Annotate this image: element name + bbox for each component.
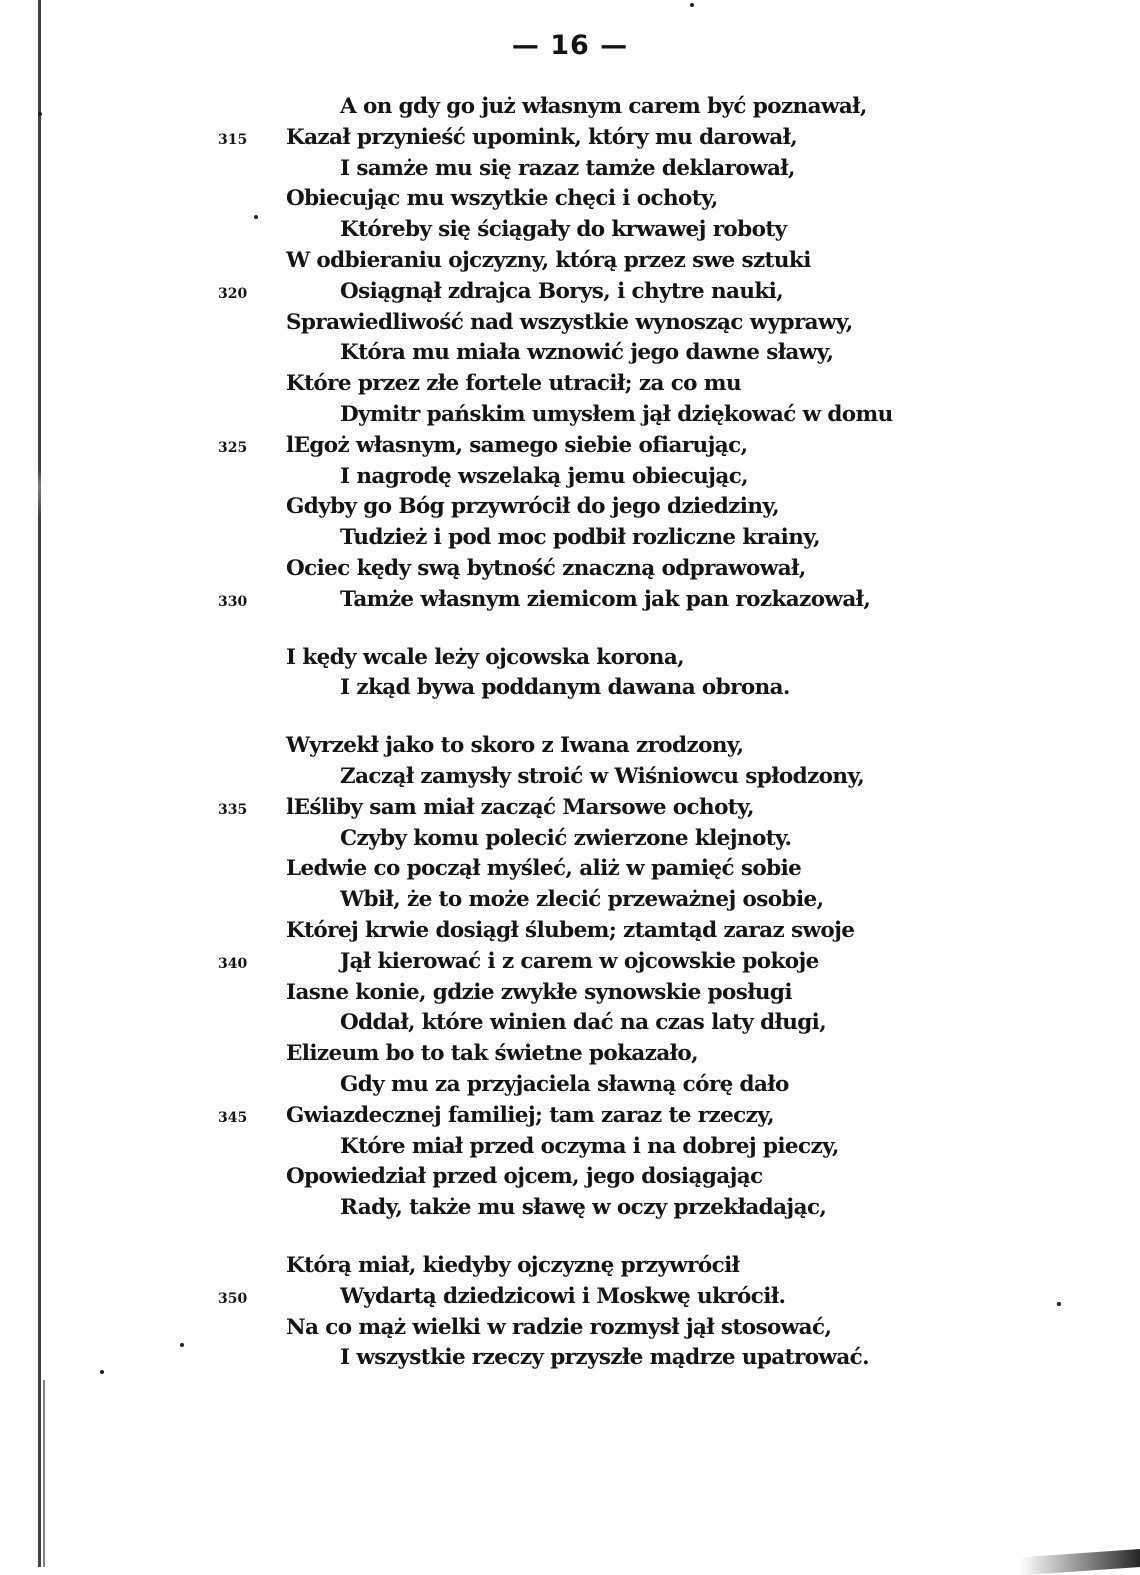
line-number: 320	[218, 286, 248, 302]
scan-speck	[38, 112, 42, 116]
poem-line: Wydartą dziedzicowi i Moskwę ukrócił.	[340, 1284, 786, 1309]
poem-line: I zkąd bywa poddanym dawana obrona.	[340, 675, 790, 700]
poem-line: I wszystkie rzeczy przyszłe mądrze upatrować.	[340, 1345, 870, 1370]
poem-line: Czyby komu polecić zwierzone klejnoty.	[340, 826, 792, 851]
poem-line: Oddał, które winien dać na czas laty długi,	[340, 1010, 827, 1035]
scan-speck	[180, 1343, 184, 1347]
poem-line: Gdyby go Bóg przywrócił do jego dziedziny,	[286, 494, 780, 519]
line-number: 335	[218, 802, 248, 818]
poem-line: Wyrzekł jako to skoro z Iwana zrodzony,	[286, 733, 744, 758]
poem-line: Dymitr pańskim umysłem jął dziękować w domu	[340, 402, 893, 427]
line-number: 325	[218, 440, 248, 456]
poem-line: Iasne konie, gdzie zwykłe synowskie posługi	[286, 980, 792, 1005]
poem-line: Którą miał, kiedyby ojczyznę przywrócił	[286, 1253, 740, 1278]
poem-line: Wbił, że to może zlecić przeważnej osobie,	[340, 887, 824, 912]
line-number: 345	[218, 1110, 248, 1126]
poem-line: lEgoż własnym, samego siebie ofiarując,	[286, 433, 748, 458]
poem-line: Gdy mu za przyjaciela sławną córę dało	[340, 1072, 789, 1097]
poem-line: W odbieraniu ojczyzny, którą przez swe sztuki	[286, 248, 811, 273]
poem-line: Na co mąż wielki w radzie rozmysł jął stosować,	[286, 1315, 832, 1340]
poem-line: Sprawiedliwość nad wszystkie wynosząc wyprawy,	[286, 310, 853, 335]
line-number: 315	[218, 132, 248, 148]
poem-line: Której krwie dosiągł ślubem; ztamtąd zaraz swoje	[286, 918, 855, 943]
poem-line: Które przez złe fortele utracił; za co mu	[286, 371, 741, 396]
poem-line: Obiecując mu wszytkie chęci i ochoty,	[286, 186, 718, 211]
page-number: — 16 —	[511, 30, 629, 61]
scan-speck	[690, 3, 694, 7]
line-number: 350	[218, 1291, 248, 1307]
poem-line: I kędy wcale leży ojcowska korona,	[286, 645, 685, 670]
poem-line: lEśliby sam miał zacząć Marsowe ochoty,	[286, 795, 754, 820]
line-number: 340	[218, 956, 248, 972]
poem-line: Ledwie co począł myśleć, aliż w pamięć sobie	[286, 856, 802, 881]
poem-line: Tamże własnym ziemicom jak pan rozkazował,	[340, 587, 871, 612]
poem-line: I samże mu się razaz tamże deklarował,	[340, 156, 795, 181]
poem-line: Elizeum bo to tak świetne pokazało,	[286, 1041, 698, 1066]
scan-speck	[1057, 1302, 1061, 1306]
poem-line: Ociec kędy swą bytność znaczną odprawował,	[286, 556, 806, 581]
scan-speck	[254, 215, 258, 219]
page-corner-shadow	[1020, 1549, 1140, 1575]
poem-line: Tudzież i pod moc podbił rozliczne krainy,	[340, 525, 820, 550]
poem-line: Które miał przed oczyma i na dobrej pieczy,	[340, 1134, 839, 1159]
poem-line: Jął kierować i z carem w ojcowskie pokoje	[340, 949, 819, 974]
binding-edge	[38, 0, 41, 1567]
poem-line: Zaczął zamysły stroić w Wiśniowcu spłodzony,	[340, 764, 865, 789]
poem-line: I nagrodę wszelaką jemu obiecując,	[340, 464, 749, 489]
scan-speck	[100, 1370, 104, 1374]
poem-line: Gwiazdecznej familiej; tam zaraz te rzeczy,	[286, 1103, 774, 1128]
poem-line: A on gdy go już własnym carem być poznawał,	[340, 94, 867, 119]
binding-edge-shadow	[43, 1380, 45, 1567]
poem-line: Która mu miała wznowić jego dawne sławy,	[340, 340, 834, 365]
poem-line: Osiągnął zdrajca Borys, i chytre nauki,	[340, 279, 784, 304]
line-number: 330	[218, 594, 248, 610]
poem-line: Któreby się ściągały do krwawej roboty	[340, 217, 787, 242]
poem-line: Kazał przynieść upomink, który mu darował,	[286, 125, 798, 150]
poem-line: Rady, także mu sławę w oczy przekładając,	[340, 1195, 827, 1220]
poem-line: Opowiedział przed ojcem, jego dosiągając	[286, 1164, 763, 1189]
